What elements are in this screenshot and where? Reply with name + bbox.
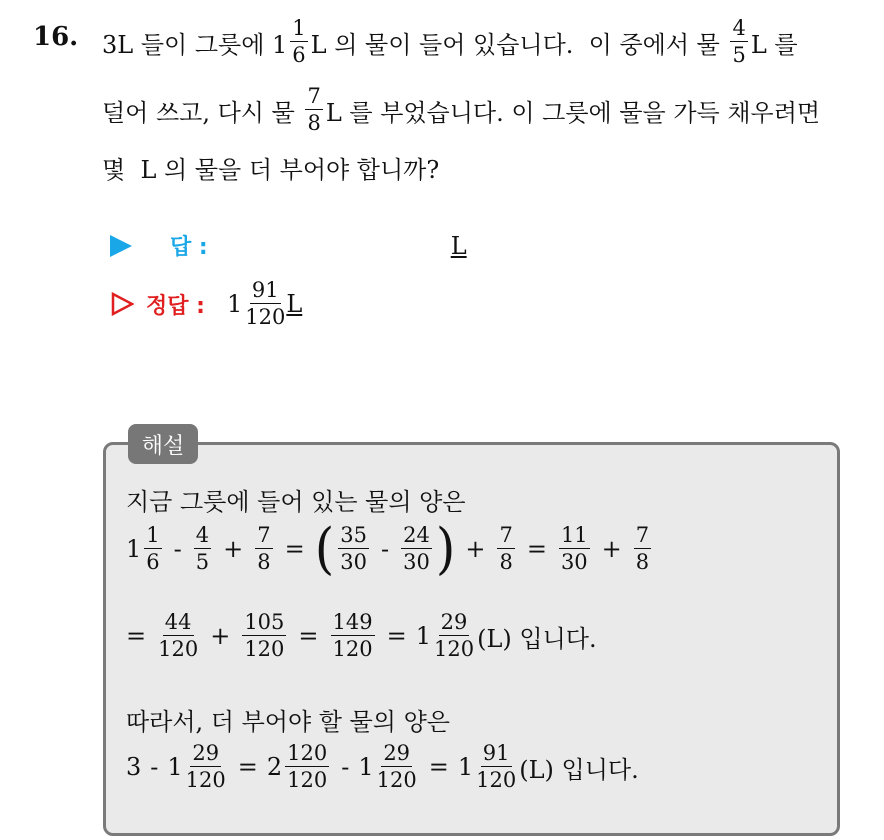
fraction: $\frac{4}{5}$	[732, 16, 746, 67]
fraction: $\frac{1}{6}$	[292, 16, 306, 67]
correct-answer-row	[110, 280, 302, 328]
correct-answer-value: 1 $\frac{91}{120}$ L	[226, 278, 303, 329]
answer-label: 답 :	[170, 235, 208, 260]
question-line-1: 3L 들이 그릇에 1 $\frac{1}{6}$ L 의 물이 들어 있습니다. 이 중에서 물 $\frac{4}{5}$ L 를	[102, 16, 798, 67]
outline-triangle-icon	[110, 292, 134, 316]
question-line-2: 덜어 쓰고, 다시 물 $\frac{7}{8}$ L 를 부었습니다. 이 그릇에 물을 가득 채우려면	[102, 84, 821, 135]
answer-unit: L	[450, 231, 467, 260]
explanation-tag: 해설	[128, 424, 198, 464]
explanation-line-1: 지금 그릇에 들어 있는 물의 양은	[126, 488, 466, 516]
explanation-line-2: 1 $\frac{1}{6}$ - $\frac{4}{5}$ + $\frac{7}{8}$ = ( $\frac{35}{30}$ - $\frac{24}{30}$ ) + $\frac{7}{8}$ = $\frac{11}{30}$ + $\frac{7}{8}$	[126, 517, 650, 581]
question-number: 16.	[33, 22, 79, 52]
explanation-line-3: = $\frac{44}{120}$ + $\frac{105}{120}$ = $\frac{149}{120}$ = 1 $\frac{29}{120}$ (L) 입니다.	[126, 610, 597, 661]
play-triangle-icon	[110, 235, 132, 257]
explanation-line-4: 따라서, 더 부어야 할 물의 양은	[126, 708, 450, 736]
question-line-3: 몇 L 의 물을 더 부어야 합니까?	[102, 156, 440, 184]
fraction: $\frac{7}{8}$	[307, 84, 321, 135]
explanation-line-5: 3 - 1 $\frac{29}{120}$ = 2 $\frac{120}{120}$ - 1 $\frac{29}{120}$ = 1 $\frac{91}{120}$ (L) 입니다.	[126, 741, 639, 792]
correct-answer-label: 정답 :	[146, 293, 205, 319]
answer-row	[110, 230, 467, 261]
